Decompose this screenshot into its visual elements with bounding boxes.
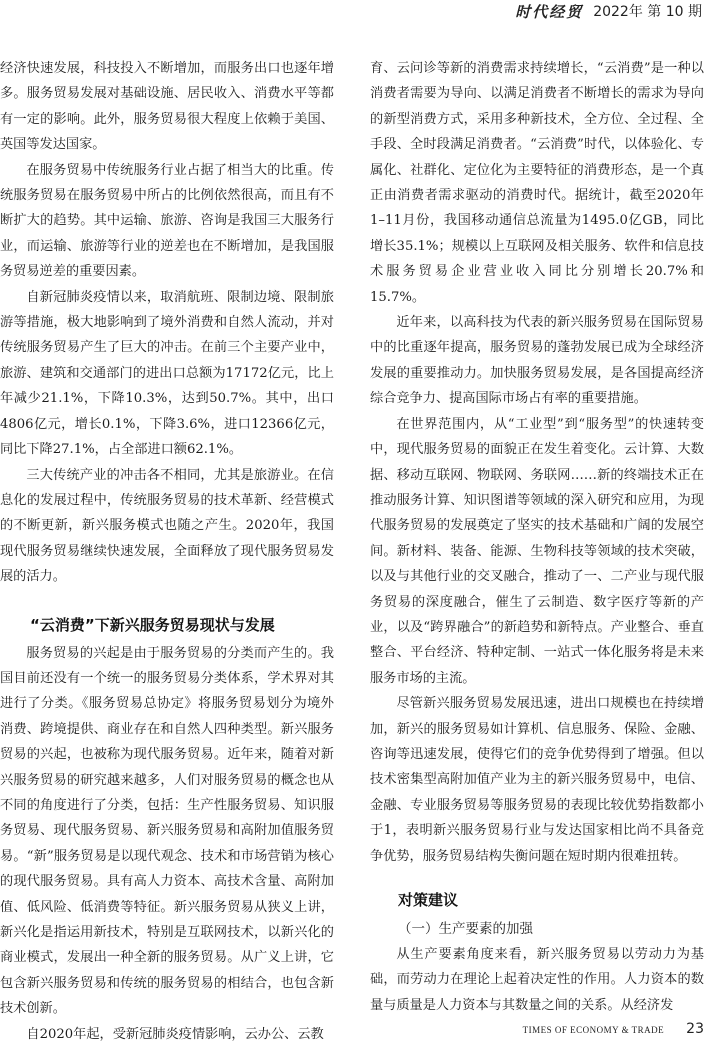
sub-heading: （一）生产要素的加强 [398,921,533,937]
paragraph: 自新冠肺炎疫情以来，取消航班、限制边境、限制旅游等措施，极大地影响到了境外消费和自然人流动，并对传统服务贸易产生了巨大的冲击。在前三个主要产业中，旅游、建筑和交通部门的进出口总额为17172亿元，比上年减少21.1%，下降10.3%，达到50.7%。其中，出口4806亿元，增长0.1%，下降3.6%，进口12366亿元，同比下降27.1%，占全部进口额62.1%。 [0,289,334,458]
section-heading: 对策建议 [398,891,459,909]
paragraph: 尽管新兴服务贸易发展迅速，进出口规模也在持续增加，新兴的服务贸易如计算机、信息服务、保险、金融、咨询等迅速发展，使得它们的竞争优势得到了增强。但以技术密集型高附加值产业为主的新兴服务贸易中，电信、金融、专业服务贸易等服务贸易的表现比较优势指数都小于1，表明新兴服务贸易行业与发达国家相比尚不具备竞争优势，服务贸易结构失衡问题在短时期内很难扭转。 [370,696,704,864]
paragraph: 三大传统产业的冲击各不相同，尤其是旅游业。在信息化的发展过程中，传统服务贸易的技术革新、经营模式的不断更新，新兴服务模式也随之产生。2020年，我国现代服务贸易继续快速发展，全面释放了现代服务贸易发展的活力。 [0,467,334,585]
left-column [0,56,334,1047]
paragraph: 育、云问诊等新的消费需求持续增长，“云消费”是一种以消费者需要为导向、以满足消费者不断增长的需求为导向的新型消费方式，采用多种新技术，全方位、全过程、全手段、全时段满足消费者。“云消费”时代，以体验化、专属化、社群化、定位化为主要特征的消费形态，是一个真正由消费者需求驱动的消费时代。据统计，截至2020年1–11月份，我国移动通信总流量为1495.0亿GB，同比增长35.1%；规模以上互联网及相关服务、软件和信息技术服务贸易企业营业收入同比分别增长20.7%和15.7%。 [370,61,704,305]
magazine-logo: 时代经贸 [515,2,584,21]
magazine-name: TIMES OF ECONOMY & TRADE [522,1025,665,1035]
paragraph: 在世界范围内，从“工业型”到“服务型”的快速转变中，现代服务贸易的面貌正在发生着变化。云计算、大数据、移动互联网、物联网、务联网……新的终端技术正在推动服务计算、知识图谱等领域的深入研究和应用，为现代服务贸易的发展奠定了坚实的技术基础和广阔的发展空间。新材料、装备、能源、生物科技等领域的技术突破，以及与其他行业的交叉融合，推动了一、二产业与现代服务贸易的深度融合，催生了云制造、数字医疗等新的产业，以及“跨界融合”的新趋势和新特点。产业整合、垂直整合、平台经济、特种定制、一站式一体化服务将是未来服务市场的主流。 [370,416,704,686]
page-number: 23 [686,1021,704,1037]
paragraph: 近年来，以高科技为代表的新兴服务贸易在国际贸易中的比重逐年提高，服务贸易的蓬勃发展已成为全球经济发展的重要推动力。加快服务贸易发展，是各国提高经济综合竞争力、提高国际市场占有率的重要措施。 [370,315,704,407]
paragraph: 经济快速发展，科技投入不断增加，而服务出口也逐年增多。服务贸易发展对基础设施、居民收入、消费水平等都有一定的影响。此外，服务贸易很大程度上依赖于美国、英国等发达国家。 [0,61,334,153]
right-column [370,56,704,1018]
paragraph: 自2020年起，受新冠肺炎疫情影响，云办公、云教 [26,1026,324,1042]
section-heading: “云消费”下新兴服务贸易现状与发展 [30,615,275,634]
page-footer [523,1021,704,1037]
issue-label: 2022年 第 10 期 [593,4,702,20]
paragraph: 从生产要素角度来看，新兴服务贸易以劳动力为基础，而劳动力在理论上起着决定性的作用。人力资本的数量与质量是人力资本与其数量之间的关系。从经济发 [370,947,704,1013]
paragraph: 服务贸易的兴起是由于服务贸易的分类而产生的。我国目前还没有一个统一的服务贸易分类体系，学术界对其进行了分类。《服务贸易总协定》将服务贸易划分为境外消费、跨境提供、商业存在和自然人四种类型。新兴服务贸易的兴起，也被称为现代服务贸易。近年来，随着对新兴服务贸易的研究越来越多，人们对服务贸易的概念也从不同的角度进行了分类，包括：生产性服务贸易、知识服务贸易、现代服务贸易、新兴服务贸易和高附加值服务贸易。“新”服务贸易是以现代观念、技术和市场营销为核心的现代服务贸易。具有高人力资本、高技术含量、高附加值、低风险、低消费等特征。新兴服务贸易从狭义上讲，新兴化是指运用新技术，特别是互联网技术，以新兴化的商业模式，发展出一种全新的服务贸易。从广义上讲，它包含新兴服务贸易和传统的服务贸易的相结合，也包含新技术创新。 [0,645,334,1017]
paragraph: 在服务贸易中传统服务行业占据了相当大的比重。传统服务贸易在服务贸易中所占的比例依然很高，而且有不断扩大的趋势。其中运输、旅游、咨询是我国三大服务行业，而运输、旅游等行业的逆差也在不断增加，是我国服务贸易逆差的重要因素。 [0,162,334,280]
page-header [515,0,708,22]
